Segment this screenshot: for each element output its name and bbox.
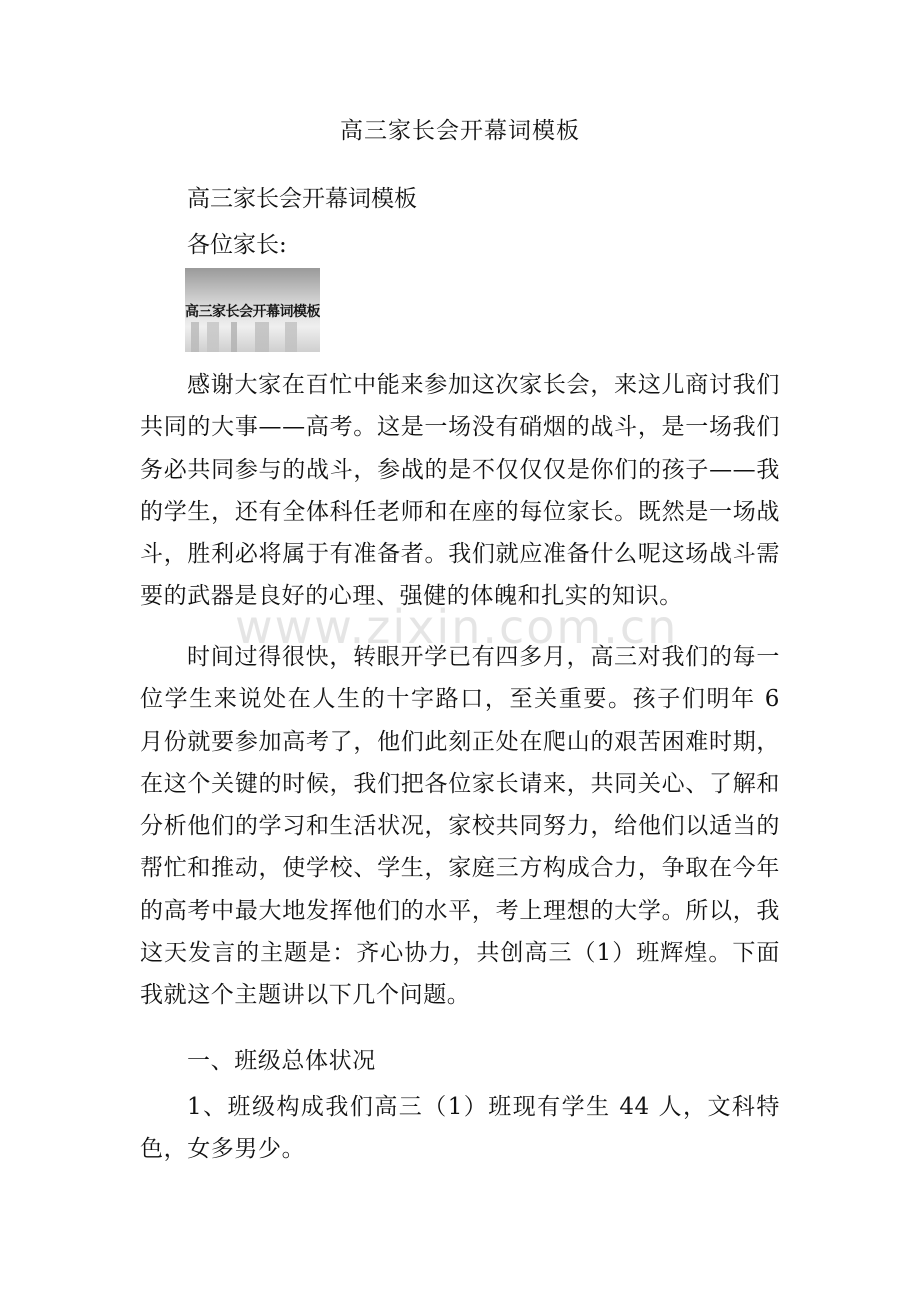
- site-watermark: www.zixin.com.cn: [235, 600, 679, 654]
- paragraph-intro: 感谢大家在百忙中能来参加这次家长会，来这儿商讨我们共同的大事——高考。这是一场没有硝烟的战斗，是一场我们务必共同参与的战斗，参战的是不仅仅仅是你们的孩子——我的学生，还有全体科任老师和在座的每位家长。既然是一场战斗，胜利必将属于有准备者。我们就应准备什么呢这场战斗需要的武器是良好的心理、强健的体魄和扎实的知识。: [140, 372, 780, 610]
- city-skyline-graphic: [185, 322, 320, 352]
- section-heading: 一、班级总体状况: [187, 1048, 376, 1074]
- document-title: 高三家长会开幕词模板: [340, 118, 580, 144]
- paragraph-class-composition: 1、班级构成我们高三（1）班现有学生 44 人，文科特色，女多男少。: [140, 1094, 780, 1163]
- title-banner-image: [185, 268, 320, 352]
- banner-text: 高三家长会开幕词模板: [185, 304, 320, 320]
- salutation: 各位家长:: [187, 232, 287, 258]
- document-subtitle: 高三家长会开幕词模板: [187, 186, 417, 212]
- paragraph-theme: 时间过得很快，转眼开学已有四多月，高三对我们的每一位学生来说处在人生的十字路口，至关重要。孩子们明年 6 月份就要参加高考了，他们此刻正处在爬山的艰苦困难时期，在这个关键的时候，我们把各位家长请来，共同关心、了解和分析他们的学习和生活状况，家校共同努力，给他们以适当的帮忙和推动，使学校、学生，家庭三方构成合力，争取在今年的高考中最大地发挥他们的水平，考上理想的大学。所以，我这天发言的主题是：齐心协力，共创高三（1）班辉煌。下面我就这个主题讲以下几个问题。: [140, 644, 780, 1009]
